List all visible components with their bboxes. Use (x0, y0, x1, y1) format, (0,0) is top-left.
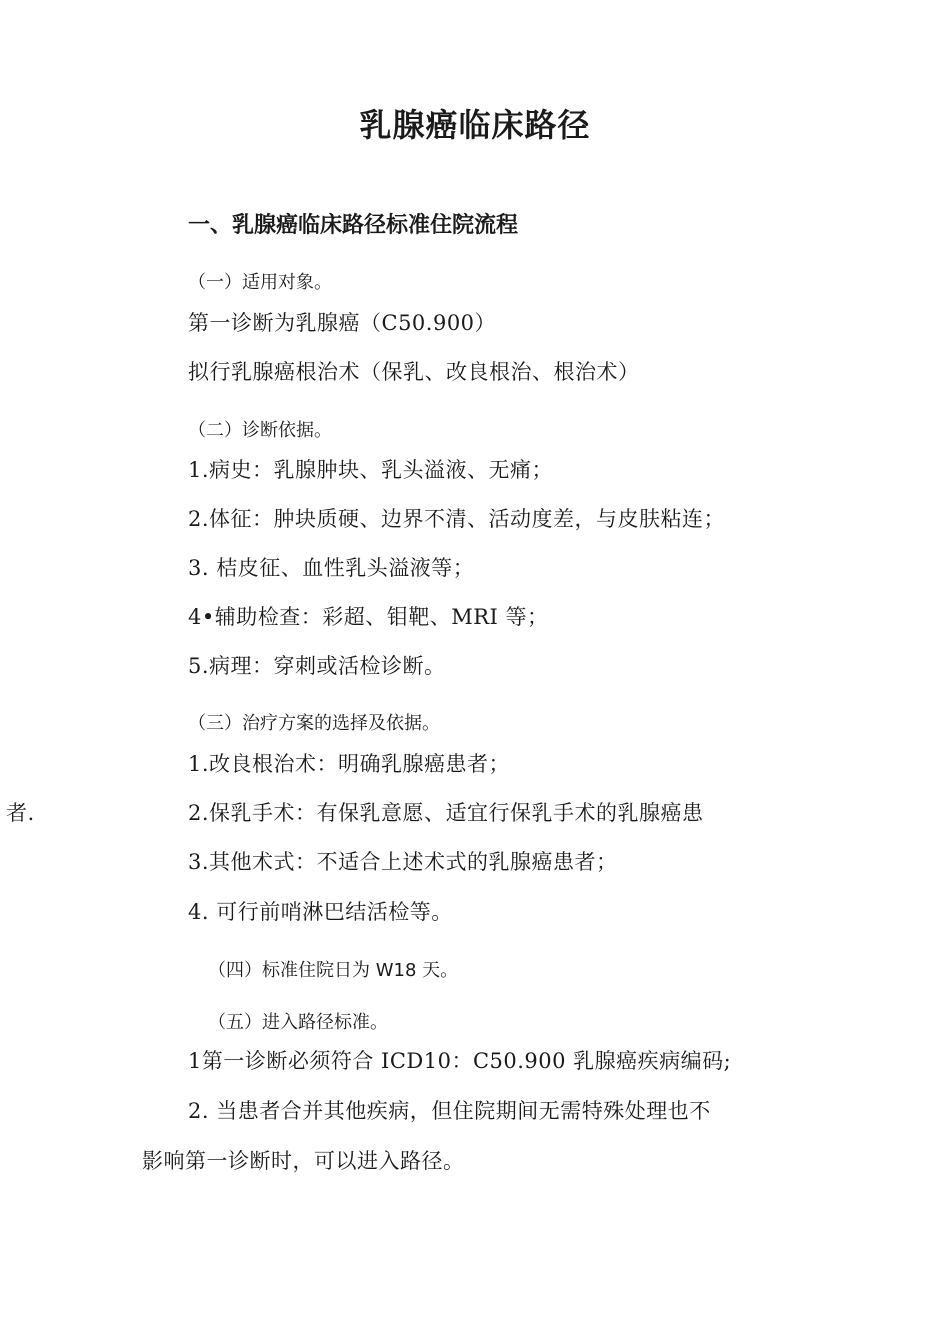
document-title: 乳腺癌临床路径 (359, 106, 591, 144)
list-item: 4. 可行前哨淋巴结活检等。 (188, 900, 453, 924)
list-item: 1.改良根治术：明确乳腺癌患者； (188, 752, 511, 776)
list-item: 2.保乳手术：有保乳意愿、适宜行保乳手术的乳腺癌患 (188, 801, 704, 825)
subsection-heading-diagnosis-basis: （二）诊断依据。 (188, 420, 332, 441)
list-item: 2.体征：肿块质硬、边界不清、活动度差，与皮肤粘连； (188, 507, 726, 531)
list-item: 3.其他术式：不适合上述术式的乳腺癌患者； (188, 850, 618, 874)
overflow-text-fragment: 者. (6, 801, 35, 825)
paragraph-line: 第一诊断为乳腺癌（C50.900） (188, 311, 497, 335)
list-item: 1.病史：乳腺肿块、乳头溢液、无痛； (188, 458, 554, 482)
subsection-heading-treatment-plan: （三）治疗方案的选择及依据。 (188, 713, 440, 734)
subsection-heading-hospital-stay: （四）标准住院日为 W18 天。 (208, 960, 459, 981)
subsection-heading-entry-criteria: （五）进入路径标准。 (208, 1012, 388, 1033)
section-heading-1: 一、乳腺癌临床路径标准住院流程 (188, 213, 519, 238)
list-item: 3. 桔皮征、血性乳头溢液等； (188, 556, 475, 580)
list-item: 1第一诊断必须符合 ICD10：C50.900 乳腺癌疾病编码; (188, 1049, 732, 1073)
list-item: 5.病理：穿刺或活检诊断。 (188, 654, 446, 678)
paragraph-line: 拟行乳腺癌根治术（保乳、改良根治、根治术） (188, 360, 640, 384)
paragraph-continuation: 影响第一诊断时，可以进入路径。 (142, 1149, 465, 1173)
subsection-heading-applicable-subjects: （一）适用对象。 (188, 272, 332, 293)
list-item: 4•辅助检查：彩超、钼靶、MRI 等； (188, 605, 549, 629)
list-item: 2. 当患者合并其他疾病，但住院期间无需特殊处理也不 (188, 1099, 711, 1123)
